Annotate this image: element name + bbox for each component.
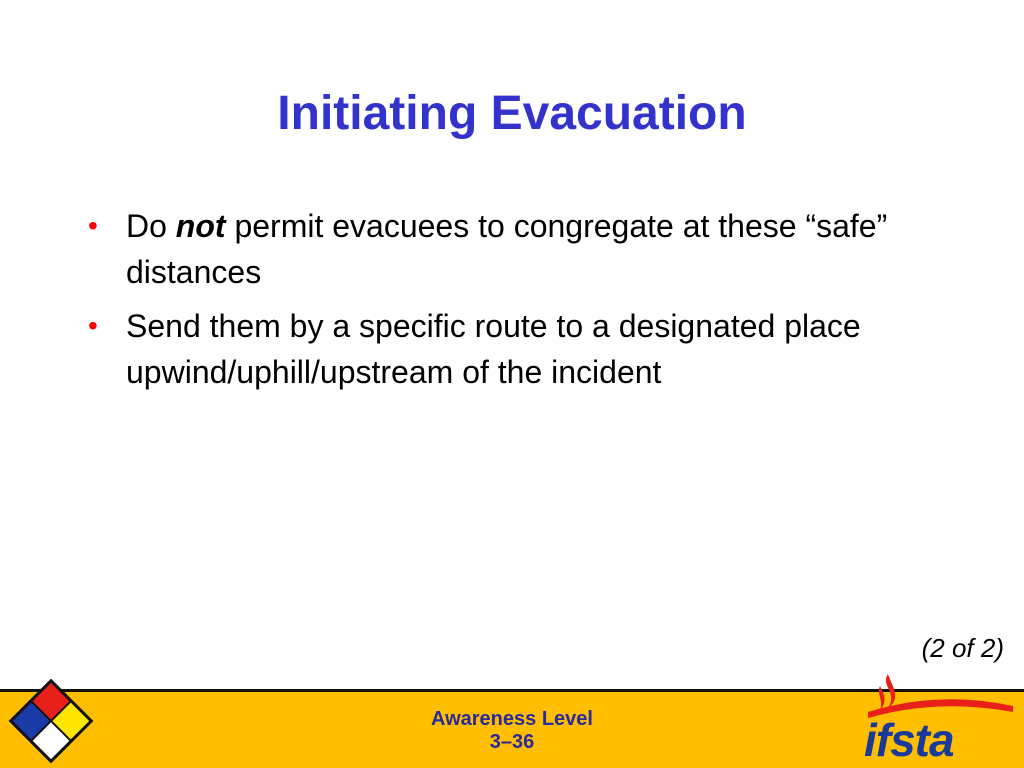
part-indicator: (2 of 2) [921,633,1004,663]
bullet-item-1 [82,203,962,295]
flame-icon [886,674,895,708]
bullet-text-post: permit evacuees to congregate at these “safe” distances [126,208,888,290]
bullet-text-pre: Do [126,208,176,244]
slide-title: Initiating Evacuation [277,87,747,140]
bullet-marker: • [88,310,98,341]
bullet-marker: • [88,210,98,241]
bullet-text-pre: Send them by a specific route to a designated place upwind/uphill/upstream of the incident [126,308,861,390]
hazard-diamond-icon [6,676,96,766]
footer-page-number: 3–36 [489,731,535,753]
ifsta-logo-text: ifsta [864,714,954,764]
bullet-list [82,203,962,403]
footer-course-level: Awareness Level [431,708,593,730]
bullet-item-2 [82,303,962,395]
bullet-emphasis: not [175,208,226,244]
ifsta-logo-icon [858,672,1018,764]
